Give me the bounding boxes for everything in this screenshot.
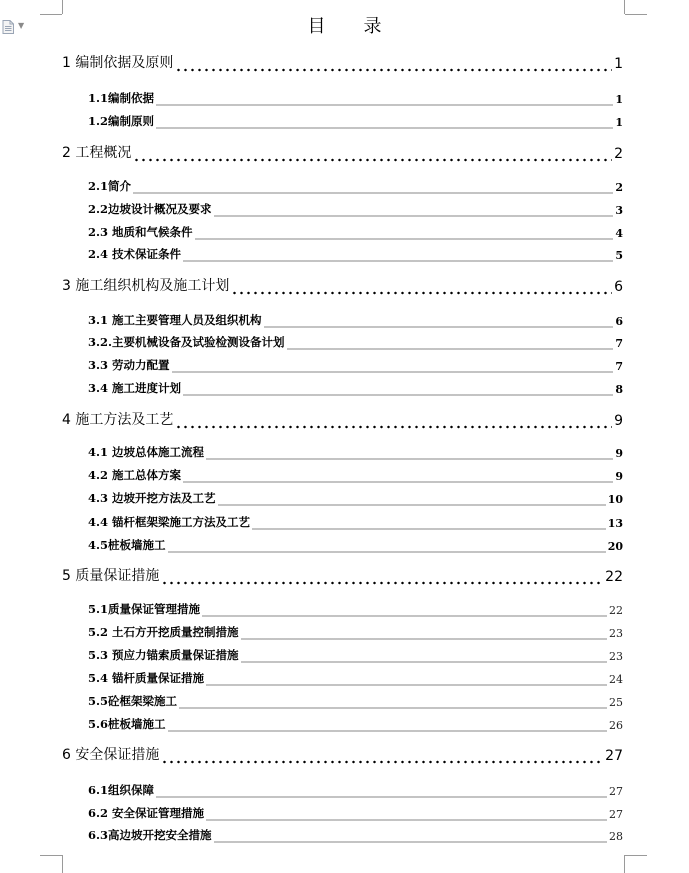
toc-entry-label: 5.6桩板墙施工 bbox=[88, 717, 166, 731]
toc-leader-dots bbox=[202, 605, 607, 617]
crop-mark bbox=[40, 855, 62, 856]
toc-page-number: 7 bbox=[615, 337, 623, 350]
toc-leader-dots bbox=[241, 651, 607, 663]
toc-entry-label: 4.2 施工总体方案 bbox=[88, 468, 182, 482]
toc-entry-label: 4.5桩板墙施工 bbox=[88, 538, 166, 552]
toc-page-number: 8 bbox=[615, 383, 623, 396]
toc-entry-label: 4.4 锚杆框架梁施工方法及工艺 bbox=[88, 515, 251, 529]
toc-entry-section[interactable] bbox=[88, 90, 623, 106]
toc-entry-section[interactable] bbox=[88, 624, 623, 640]
toc-entry-label: 2.1简介 bbox=[88, 179, 132, 193]
toc-page-number: 4 bbox=[615, 227, 623, 240]
toc-entry-label: 4.3 边坡开挖方法及工艺 bbox=[88, 491, 216, 505]
toc-leader-dots bbox=[183, 384, 613, 396]
toc-leader-dots bbox=[175, 415, 612, 429]
toc-entry-label: 5.3 预应力锚索质量保证措施 bbox=[88, 648, 239, 662]
toc-entry-label: 6.1组织保障 bbox=[88, 783, 155, 797]
toc-leader-dots bbox=[179, 697, 607, 709]
crop-mark bbox=[62, 855, 63, 873]
toc-entry-chapter[interactable] bbox=[62, 275, 623, 295]
toc-page-number: 5 bbox=[615, 249, 623, 262]
toc-leader-dots bbox=[264, 316, 614, 328]
toc-page-number: 25 bbox=[609, 696, 623, 709]
toc-entry-label: 5.5砼框架梁施工 bbox=[88, 694, 178, 708]
toc-entry-section[interactable] bbox=[88, 201, 623, 217]
toc-entry-label: 6 安全保证措施 bbox=[62, 747, 160, 763]
toc-page-number: 2 bbox=[615, 181, 623, 194]
toc-leader-dots bbox=[195, 228, 614, 240]
toc-entry-section[interactable] bbox=[88, 490, 623, 506]
toc-page-number: 27 bbox=[605, 748, 623, 764]
toc-leader-dots bbox=[156, 786, 607, 798]
toc-page-number: 23 bbox=[609, 627, 623, 640]
toc-leader-dots bbox=[287, 338, 614, 350]
chevron-down-icon[interactable]: ▼ bbox=[18, 21, 25, 30]
toc-page-number: 3 bbox=[615, 204, 623, 217]
toc-leader-dots bbox=[133, 148, 612, 162]
toc-leader-dots bbox=[183, 471, 613, 483]
toc-entry-label: 5.4 锚杆质量保证措施 bbox=[88, 671, 205, 685]
toc-entry-section[interactable] bbox=[88, 670, 623, 686]
toc-entry-section[interactable] bbox=[88, 467, 623, 483]
toc-page-number: 24 bbox=[609, 673, 623, 686]
toc-page-number: 20 bbox=[607, 540, 623, 553]
toc-entry-section[interactable] bbox=[88, 782, 623, 798]
toc-leader-dots bbox=[231, 281, 612, 295]
toc-leader-dots bbox=[241, 628, 607, 640]
toc-page-number: 1 bbox=[614, 56, 623, 72]
toc-entry-label: 5 质量保证措施 bbox=[62, 568, 160, 584]
toc-entry-label: 4 施工方法及工艺 bbox=[62, 412, 174, 428]
toc-entry-label: 4.1 边坡总体施工流程 bbox=[88, 445, 205, 459]
toc-page-number: 28 bbox=[609, 830, 623, 843]
toc-entry-label: 2 工程概况 bbox=[62, 145, 132, 161]
toc-leader-dots bbox=[252, 518, 606, 530]
toc-leader-dots bbox=[218, 494, 606, 506]
toc-leader-dots bbox=[214, 831, 607, 843]
toc-leader-dots bbox=[206, 809, 607, 821]
toc-entry-chapter[interactable] bbox=[62, 409, 623, 429]
toc-page-number: 23 bbox=[609, 650, 623, 663]
toc-page-number: 26 bbox=[609, 719, 623, 732]
toc-entry-section[interactable] bbox=[88, 537, 623, 553]
toc-leader-dots bbox=[175, 58, 612, 72]
toc-leader-dots bbox=[172, 361, 614, 373]
toc-entry-label: 2.3 地质和气候条件 bbox=[88, 225, 193, 239]
toc-entry-label: 1 编制依据及原则 bbox=[62, 55, 174, 71]
toc-entry-section[interactable] bbox=[88, 178, 623, 194]
toc-entry-section[interactable] bbox=[88, 113, 623, 129]
toc-leader-dots bbox=[214, 205, 614, 217]
toc-entry-section[interactable] bbox=[88, 601, 623, 617]
toc-entry-section[interactable] bbox=[88, 805, 623, 821]
toc-entry-label: 3.3 劳动力配置 bbox=[88, 358, 170, 372]
toc-page-number: 22 bbox=[609, 604, 623, 617]
toc-entry-label: 2.4 技术保证条件 bbox=[88, 247, 182, 261]
crop-mark bbox=[625, 855, 647, 856]
toc-page-number: 7 bbox=[615, 360, 623, 373]
toc-entry-section[interactable] bbox=[88, 827, 623, 843]
toc-entry-section[interactable] bbox=[88, 380, 623, 396]
toc-leader-dots bbox=[168, 541, 606, 553]
toc-entry-label: 5.2 土石方开挖质量控制措施 bbox=[88, 625, 239, 639]
toc-entry-section[interactable] bbox=[88, 444, 623, 460]
toc-page-number: 2 bbox=[614, 146, 623, 162]
crop-mark bbox=[624, 855, 625, 873]
toc-leader-dots bbox=[206, 674, 607, 686]
toc-page-number: 1 bbox=[615, 93, 623, 106]
toc-entry-chapter[interactable] bbox=[62, 52, 623, 72]
toc-entry-label: 1.1编制依据 bbox=[88, 91, 155, 105]
toc-leader-dots bbox=[161, 750, 603, 764]
toc-entry-chapter[interactable] bbox=[62, 565, 623, 585]
toc-page-number: 10 bbox=[607, 493, 623, 506]
toc-entry-label: 3.2.主要机械设备及试验检测设备计划 bbox=[88, 335, 285, 349]
toc-entry-section[interactable] bbox=[88, 647, 623, 663]
toc-leader-dots bbox=[161, 571, 603, 585]
toc-entry-section[interactable] bbox=[88, 716, 623, 732]
toc-entry-section[interactable] bbox=[88, 312, 623, 328]
toc-page-number: 9 bbox=[615, 447, 623, 460]
toc-page-number: 1 bbox=[615, 116, 623, 129]
toc-leader-dots bbox=[133, 182, 613, 194]
toc-entry-label: 3.4 施工进度计划 bbox=[88, 381, 182, 395]
toc-leader-dots bbox=[156, 94, 613, 106]
toc-page-number: 27 bbox=[609, 785, 623, 798]
toc-page-number: 6 bbox=[615, 315, 623, 328]
toc-title: 目录 bbox=[307, 16, 420, 37]
toc-entry-label: 2.2边坡设计概况及要求 bbox=[88, 202, 212, 216]
toc-entry-label: 5.1质量保证管理措施 bbox=[88, 602, 201, 616]
toc-entry-section[interactable] bbox=[88, 514, 623, 530]
toc-entry-chapter[interactable] bbox=[62, 142, 623, 162]
toc-entry-label: 3 施工组织机构及施工计划 bbox=[62, 278, 230, 294]
toc-entry-label: 6.2 安全保证管理措施 bbox=[88, 806, 205, 820]
toc-leader-dots bbox=[168, 720, 607, 732]
toc-page-number: 9 bbox=[614, 413, 623, 429]
toc-entry-section[interactable] bbox=[88, 246, 623, 262]
toc-leader-dots bbox=[183, 250, 613, 262]
toc-leader-dots bbox=[206, 448, 613, 460]
toc-page-number: 13 bbox=[607, 517, 623, 530]
toc-page-number: 6 bbox=[614, 279, 623, 295]
toc-entry-label: 3.1 施工主要管理人员及组织机构 bbox=[88, 313, 262, 327]
toc-page-number: 27 bbox=[609, 808, 623, 821]
toc-entry-section[interactable] bbox=[88, 357, 623, 373]
toc-entry-chapter[interactable] bbox=[62, 744, 623, 764]
toc-page-number: 9 bbox=[615, 470, 623, 483]
toc-entry-label: 1.2编制原则 bbox=[88, 114, 155, 128]
toc-page-number: 22 bbox=[605, 569, 623, 585]
toc-leader-dots bbox=[156, 117, 613, 129]
toc-entry-label: 6.3高边坡开挖安全措施 bbox=[88, 828, 212, 842]
toc-entry-section[interactable] bbox=[88, 224, 623, 240]
toc-entry-section[interactable] bbox=[88, 334, 623, 350]
toc-entry-section[interactable] bbox=[88, 693, 623, 709]
